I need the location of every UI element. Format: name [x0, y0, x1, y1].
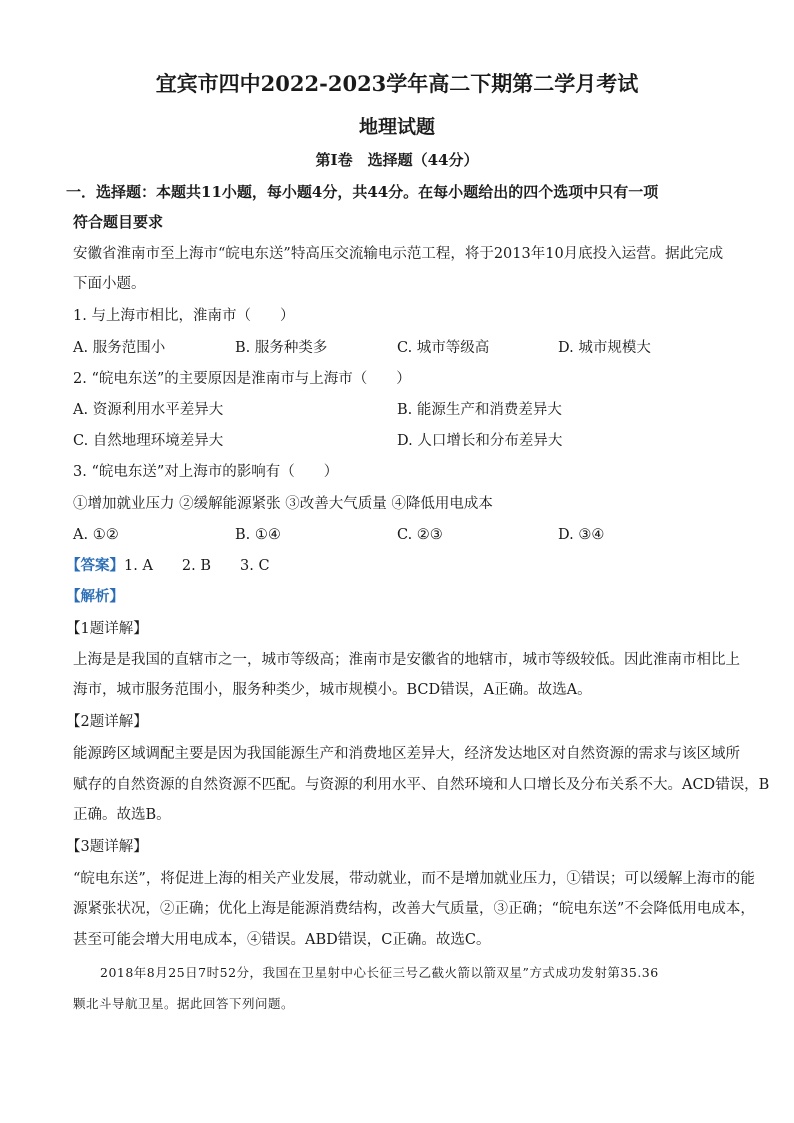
- detail-3-label: 【3题详解】: [66, 839, 148, 855]
- detail-1-label: 【1题详解】: [66, 621, 148, 637]
- question-3-option-b: B. ①④: [235, 527, 281, 543]
- detail-1-line-2: 海市，城市服务范围小，服务种类少，城市规模小。BCD错误，A正确。故选A。: [73, 682, 592, 698]
- subject-title: 地理试题: [358, 116, 435, 138]
- detail-2-line-1: 能源跨区域调配主要是因为我国能源生产和消费地区差异大，经济发达地区对自然资源的需求与该区域所: [73, 746, 740, 762]
- question-1-option-c: C. 城市等级高: [397, 340, 490, 356]
- question-2-stem: 2. “皖电东送”的主要原因是淮南市与上海市（ ）: [73, 371, 411, 387]
- exam-title: 宜宾市四中2022-2023学年高二下期第二学月考试: [155, 71, 639, 96]
- question-3-option-c: C. ②③: [397, 527, 443, 543]
- analysis-label: 【解析】: [66, 588, 124, 605]
- question-1-option-a: A. 服务范围小: [73, 340, 166, 356]
- question-2-option-b: B. 能源生产和消费差异大: [397, 402, 562, 418]
- section-title: 第I卷 选择题（44分）: [315, 151, 479, 169]
- question-3-option-a: A. ①②: [73, 527, 119, 543]
- question-1-stem: 1. 与上海市相比，淮南市（ ）: [73, 308, 295, 324]
- question-1-option-b: B. 服务种类多: [235, 340, 328, 356]
- instructions-line-1: 一．选择题：本题共11小题，每小题4分，共44分。在每小题给出的四个选项中只有一项: [66, 183, 659, 201]
- detail-2-label: 【2题详解】: [66, 714, 148, 730]
- question-2-option-a: A. 资源利用水平差异大: [73, 402, 224, 418]
- answer-line: [66, 556, 270, 576]
- detail-3-line-3: 甚至可能会增大用电成本，④错误。ABD错误，C正确。故选C。: [73, 932, 491, 948]
- detail-2-line-2: 赋存的自然资源的自然资源不匹配。与资源的利用水平、自然环境和人口增长及分布关系不大。ACD错误，B: [73, 777, 770, 793]
- passage2-line-2: 颗北斗导航卫星。据此回答下列问题。: [73, 996, 295, 1011]
- question-3-option-d: D. ③④: [558, 527, 605, 543]
- detail-2-line-3: 正确。故选B。: [73, 807, 171, 823]
- question-3-stem: 3. “皖电东送”对上海市的影响有（ ）: [73, 464, 339, 480]
- passage2-line-1: 2018年8月25日7时52分，我国在卫星射中心长征三号乙截火箭以箭双星”方式成功发射第35.36: [100, 965, 659, 980]
- detail-3-line-1: “皖电东送”，将促进上海的相关产业发展，带动就业，而不是增加就业压力，①错误；可以缓解上海市的能: [73, 871, 755, 887]
- instructions-line-2: 符合题目要求: [73, 213, 164, 231]
- question-2-option-d: D. 人口增长和分布差异大: [397, 433, 563, 449]
- answer-text: 1. A 2. B 3. C: [124, 558, 270, 574]
- detail-3-line-2: 源紧张状况，②正确；优化上海是能源消费结构，改善大气质量，③正确；“皖电东送”不会降低用电成本，: [73, 901, 755, 917]
- passage1-line-1: 安徽省淮南市至上海市“皖电东送”特高压交流输电示范工程，将于2013年10月底投入运营。据此完成: [73, 246, 724, 262]
- question-2-option-c: C. 自然地理环境差异大: [73, 433, 224, 449]
- question-1-option-d: D. 城市规模大: [558, 340, 651, 356]
- passage1-line-2: 下面小题。: [73, 276, 146, 292]
- question-3-items: ①增加就业压力 ②缓解能源紧张 ③改善大气质量 ④降低用电成本: [73, 496, 493, 512]
- answer-label: 【答案】: [66, 557, 124, 574]
- detail-1-line-1: 上海是是我国的直辖市之一，城市等级高；淮南市是安徽省的地辖市，城市等级较低。因此淮南市相比上: [73, 652, 740, 668]
